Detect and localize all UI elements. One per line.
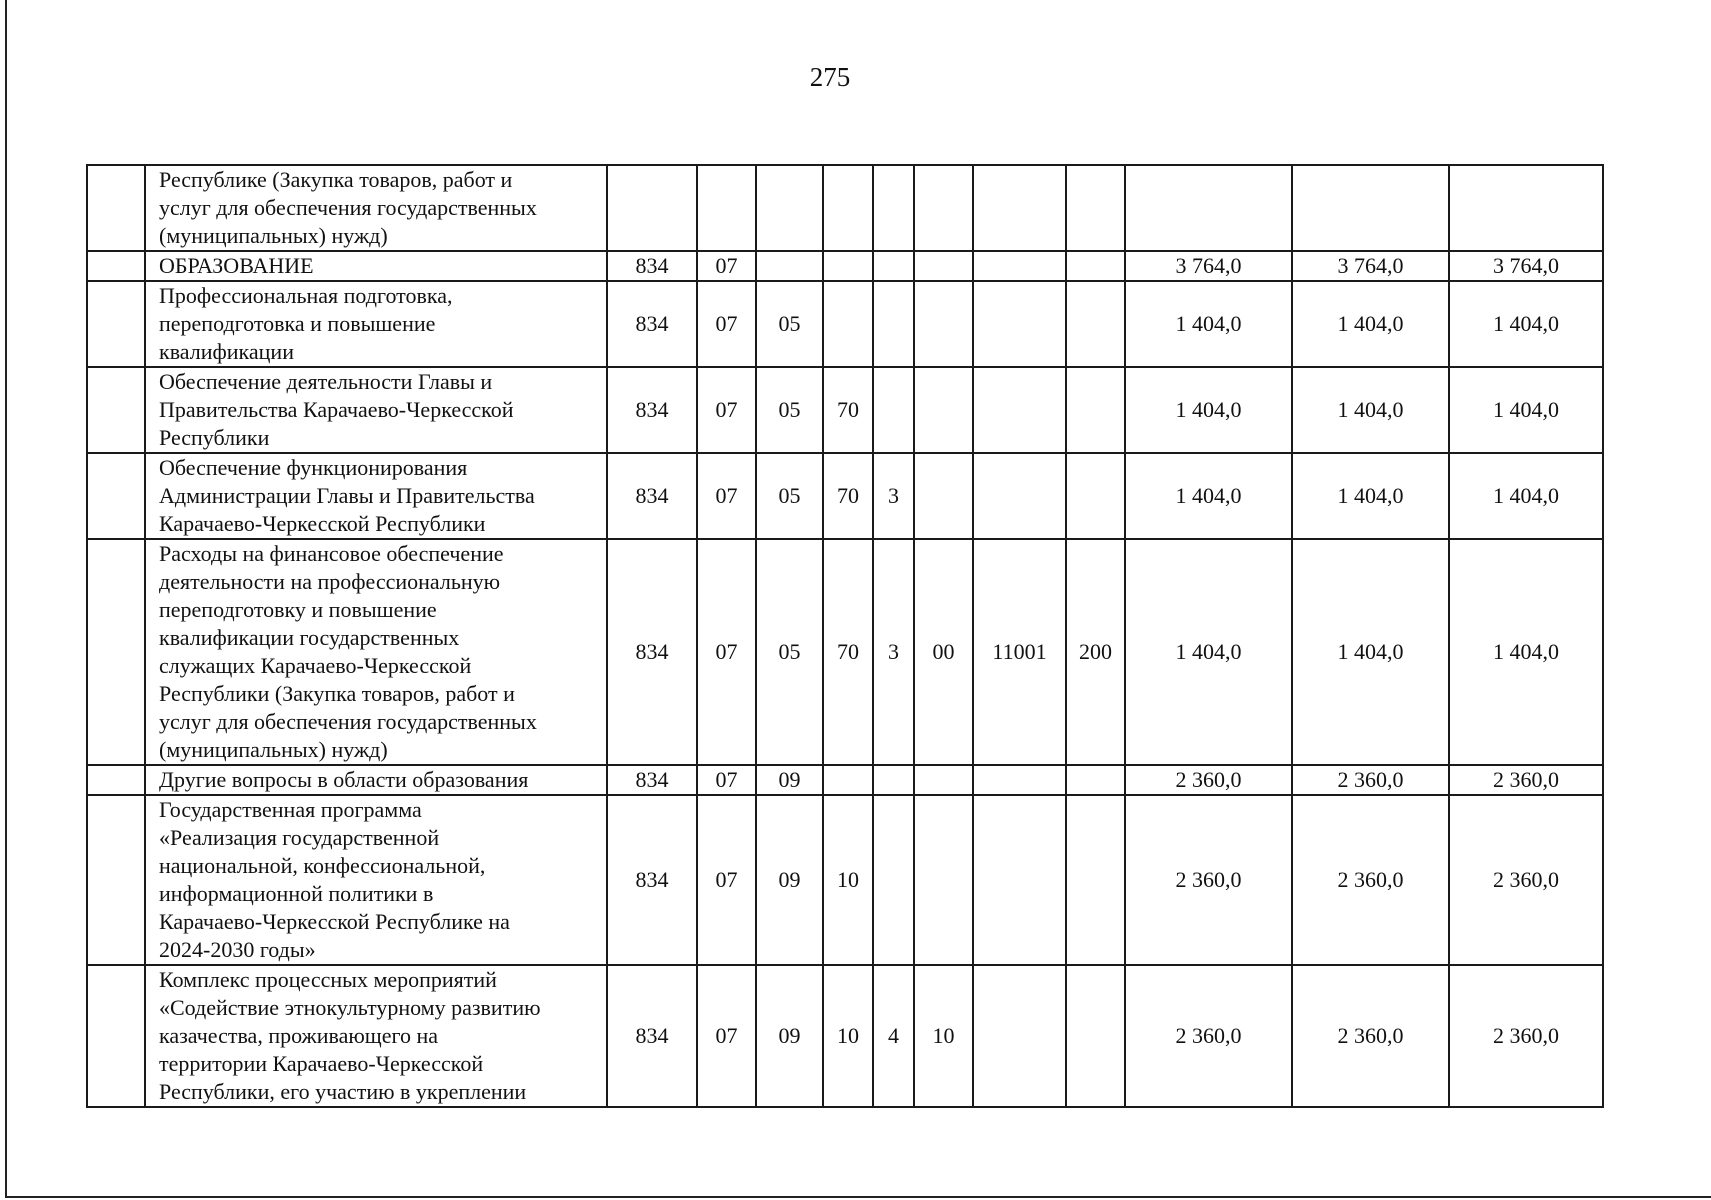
chapter-code-cell: 834 (607, 281, 697, 367)
section-code-cell: 07 (697, 367, 756, 453)
amount-year3-cell: 1 404,0 (1449, 367, 1603, 453)
expense-type-cell (1066, 965, 1125, 1107)
item-name-line: Обеспечение деятельности Главы и (159, 369, 493, 394)
table-row (87, 453, 1603, 539)
program-code-cell: 70 (823, 453, 873, 539)
item-name-line: услуг для обеспечения государственных (159, 195, 537, 220)
activity-code-cell (914, 165, 973, 251)
expense-type-cell (1066, 453, 1125, 539)
item-name-line: информационной политики в (159, 881, 434, 906)
chapter-code-cell: 834 (607, 539, 697, 765)
row-number-cell (87, 539, 145, 765)
amount-year1-cell: 2 360,0 (1125, 765, 1292, 795)
activity-code-cell (914, 281, 973, 367)
amount-year2-cell: 2 360,0 (1292, 965, 1449, 1107)
amount-year3-cell: 1 404,0 (1449, 281, 1603, 367)
chapter-code-cell: 834 (607, 965, 697, 1107)
item-name-line: Администрации Главы и Правительства (159, 483, 535, 508)
item-name-line: (муниципальных) нужд) (159, 737, 388, 762)
table-row (87, 367, 1603, 453)
table-row (87, 765, 1603, 795)
page-edge-left (5, 0, 7, 1198)
section-code-cell: 07 (697, 251, 756, 281)
expense-direction-cell (973, 453, 1066, 539)
activity-code-cell (914, 795, 973, 965)
expense-type-cell (1066, 251, 1125, 281)
budget-table-container (86, 164, 1604, 1108)
subprogram-code-cell (873, 165, 914, 251)
subsection-code-cell: 05 (756, 367, 823, 453)
subprogram-code-cell (873, 251, 914, 281)
chapter-code-cell: 834 (607, 795, 697, 965)
program-code-cell (823, 165, 873, 251)
table-row (87, 165, 1603, 251)
item-name-cell (145, 251, 607, 281)
amount-year2-cell: 1 404,0 (1292, 453, 1449, 539)
row-number-cell (87, 251, 145, 281)
expense-direction-cell (973, 367, 1066, 453)
amount-year1-cell: 1 404,0 (1125, 281, 1292, 367)
table-row (87, 795, 1603, 965)
amount-year1-cell: 2 360,0 (1125, 795, 1292, 965)
expense-type-cell (1066, 367, 1125, 453)
item-name-line: Правительства Карачаево-Черкесской (159, 397, 514, 422)
activity-code-cell (914, 765, 973, 795)
item-name-cell (145, 367, 607, 453)
activity-code-cell (914, 251, 973, 281)
amount-year1-cell: 1 404,0 (1125, 539, 1292, 765)
item-name-line: Расходы на финансовое обеспечение (159, 541, 504, 566)
activity-code-cell (914, 367, 973, 453)
item-name-cell (145, 165, 607, 251)
item-name-line: Комплекс процессных мероприятий (159, 967, 497, 992)
subsection-code-cell: 05 (756, 539, 823, 765)
section-code-cell: 07 (697, 281, 756, 367)
program-code-cell: 70 (823, 367, 873, 453)
subprogram-code-cell (873, 281, 914, 367)
row-number-cell (87, 165, 145, 251)
amount-year3-cell: 1 404,0 (1449, 539, 1603, 765)
page-edge-bottom (5, 1196, 1711, 1198)
item-name-line: деятельности на профессиональную (159, 569, 501, 594)
chapter-code-cell: 834 (607, 765, 697, 795)
subprogram-code-cell: 3 (873, 453, 914, 539)
row-number-cell (87, 965, 145, 1107)
amount-year2-cell (1292, 165, 1449, 251)
table-row (87, 539, 1603, 765)
amount-year1-cell: 1 404,0 (1125, 453, 1292, 539)
item-name-line: национальной, конфессиональной, (159, 853, 486, 878)
budget-table-body (87, 165, 1603, 1107)
program-code-cell: 70 (823, 539, 873, 765)
chapter-code-cell: 834 (607, 367, 697, 453)
expense-direction-cell (973, 965, 1066, 1107)
amount-year3-cell: 1 404,0 (1449, 453, 1603, 539)
item-name-line: квалификации (159, 339, 294, 364)
expense-direction-cell (973, 281, 1066, 367)
expense-type-cell (1066, 765, 1125, 795)
amount-year2-cell: 3 764,0 (1292, 251, 1449, 281)
row-number-cell (87, 281, 145, 367)
expense-direction-cell: 11001 (973, 539, 1066, 765)
subsection-code-cell: 09 (756, 795, 823, 965)
section-code-cell: 07 (697, 539, 756, 765)
table-row (87, 281, 1603, 367)
chapter-code-cell: 834 (607, 453, 697, 539)
row-number-cell (87, 795, 145, 965)
amount-year2-cell: 1 404,0 (1292, 539, 1449, 765)
subsection-code-cell: 09 (756, 765, 823, 795)
subsection-code-cell: 09 (756, 965, 823, 1107)
program-code-cell: 10 (823, 795, 873, 965)
item-name-line: Обеспечение функционирования (159, 455, 468, 480)
item-name-line: Карачаево-Черкесской Республике на (159, 909, 510, 934)
amount-year3-cell: 2 360,0 (1449, 795, 1603, 965)
section-code-cell (697, 165, 756, 251)
amount-year2-cell: 2 360,0 (1292, 795, 1449, 965)
item-name-line: (муниципальных) нужд) (159, 223, 388, 248)
item-name-line: услуг для обеспечения государственных (159, 709, 537, 734)
item-name-line: ОБРАЗОВАНИЕ (159, 253, 314, 278)
expense-direction-cell (973, 165, 1066, 251)
amount-year2-cell: 2 360,0 (1292, 765, 1449, 795)
expense-type-cell: 200 (1066, 539, 1125, 765)
item-name-line: территории Карачаево-Черкесской (159, 1051, 484, 1076)
item-name-cell (145, 795, 607, 965)
item-name-line: Республике (Закупка товаров, работ и (159, 167, 513, 192)
item-name-line: переподготовку и повышение (159, 597, 437, 622)
chapter-code-cell: 834 (607, 251, 697, 281)
program-code-cell (823, 251, 873, 281)
item-name-line: «Содействие этнокультурному развитию (159, 995, 541, 1020)
item-name-line: Республики (159, 425, 270, 450)
item-name-line: Республики (Закупка товаров, работ и (159, 681, 515, 706)
subsection-code-cell (756, 251, 823, 281)
item-name-cell (145, 539, 607, 765)
page-number: 275 (809, 62, 851, 92)
section-code-cell: 07 (697, 765, 756, 795)
item-name-line: 2024-2030 годы» (159, 937, 316, 962)
amount-year3-cell: 2 360,0 (1449, 765, 1603, 795)
item-name-cell (145, 281, 607, 367)
subsection-code-cell (756, 165, 823, 251)
activity-code-cell: 10 (914, 965, 973, 1107)
item-name-line: Республики, его участию в укреплении (159, 1079, 527, 1104)
item-name-cell (145, 453, 607, 539)
activity-code-cell: 00 (914, 539, 973, 765)
amount-year3-cell: 2 360,0 (1449, 965, 1603, 1107)
amount-year2-cell: 1 404,0 (1292, 367, 1449, 453)
program-code-cell (823, 765, 873, 795)
expense-direction-cell (973, 251, 1066, 281)
item-name-line: служащих Карачаево-Черкесской (159, 653, 472, 678)
program-code-cell (823, 281, 873, 367)
amount-year3-cell (1449, 165, 1603, 251)
item-name-line: переподготовка и повышение (159, 311, 436, 336)
subsection-code-cell: 05 (756, 453, 823, 539)
item-name-line: казачества, проживающего на (159, 1023, 439, 1048)
subprogram-code-cell (873, 367, 914, 453)
row-number-cell (87, 367, 145, 453)
expense-direction-cell (973, 795, 1066, 965)
row-number-cell (87, 453, 145, 539)
item-name-line: «Реализация государственной (159, 825, 440, 850)
section-code-cell: 07 (697, 965, 756, 1107)
item-name-cell (145, 965, 607, 1107)
item-name-line: Профессиональная подготовка, (159, 283, 453, 308)
program-code-cell: 10 (823, 965, 873, 1107)
section-code-cell: 07 (697, 453, 756, 539)
amount-year3-cell: 3 764,0 (1449, 251, 1603, 281)
item-name-line: квалификации государственных (159, 625, 460, 650)
table-row (87, 251, 1603, 281)
item-name-line: Государственная программа (159, 797, 422, 822)
amount-year1-cell: 1 404,0 (1125, 367, 1292, 453)
item-name-cell (145, 765, 607, 795)
expense-type-cell (1066, 281, 1125, 367)
section-code-cell: 07 (697, 795, 756, 965)
expense-type-cell (1066, 165, 1125, 251)
table-row (87, 965, 1603, 1107)
subsection-code-cell: 05 (756, 281, 823, 367)
item-name-line: Карачаево-Черкесской Республики (159, 511, 486, 536)
amount-year2-cell: 1 404,0 (1292, 281, 1449, 367)
budget-table (86, 164, 1604, 1108)
row-number-cell (87, 765, 145, 795)
subprogram-code-cell: 4 (873, 965, 914, 1107)
activity-code-cell (914, 453, 973, 539)
amount-year1-cell: 3 764,0 (1125, 251, 1292, 281)
subprogram-code-cell (873, 765, 914, 795)
expense-direction-cell (973, 765, 1066, 795)
amount-year1-cell: 2 360,0 (1125, 965, 1292, 1107)
subprogram-code-cell: 3 (873, 539, 914, 765)
expense-type-cell (1066, 795, 1125, 965)
chapter-code-cell (607, 165, 697, 251)
subprogram-code-cell (873, 795, 914, 965)
amount-year1-cell (1125, 165, 1292, 251)
item-name-line: Другие вопросы в области образования (159, 767, 529, 792)
